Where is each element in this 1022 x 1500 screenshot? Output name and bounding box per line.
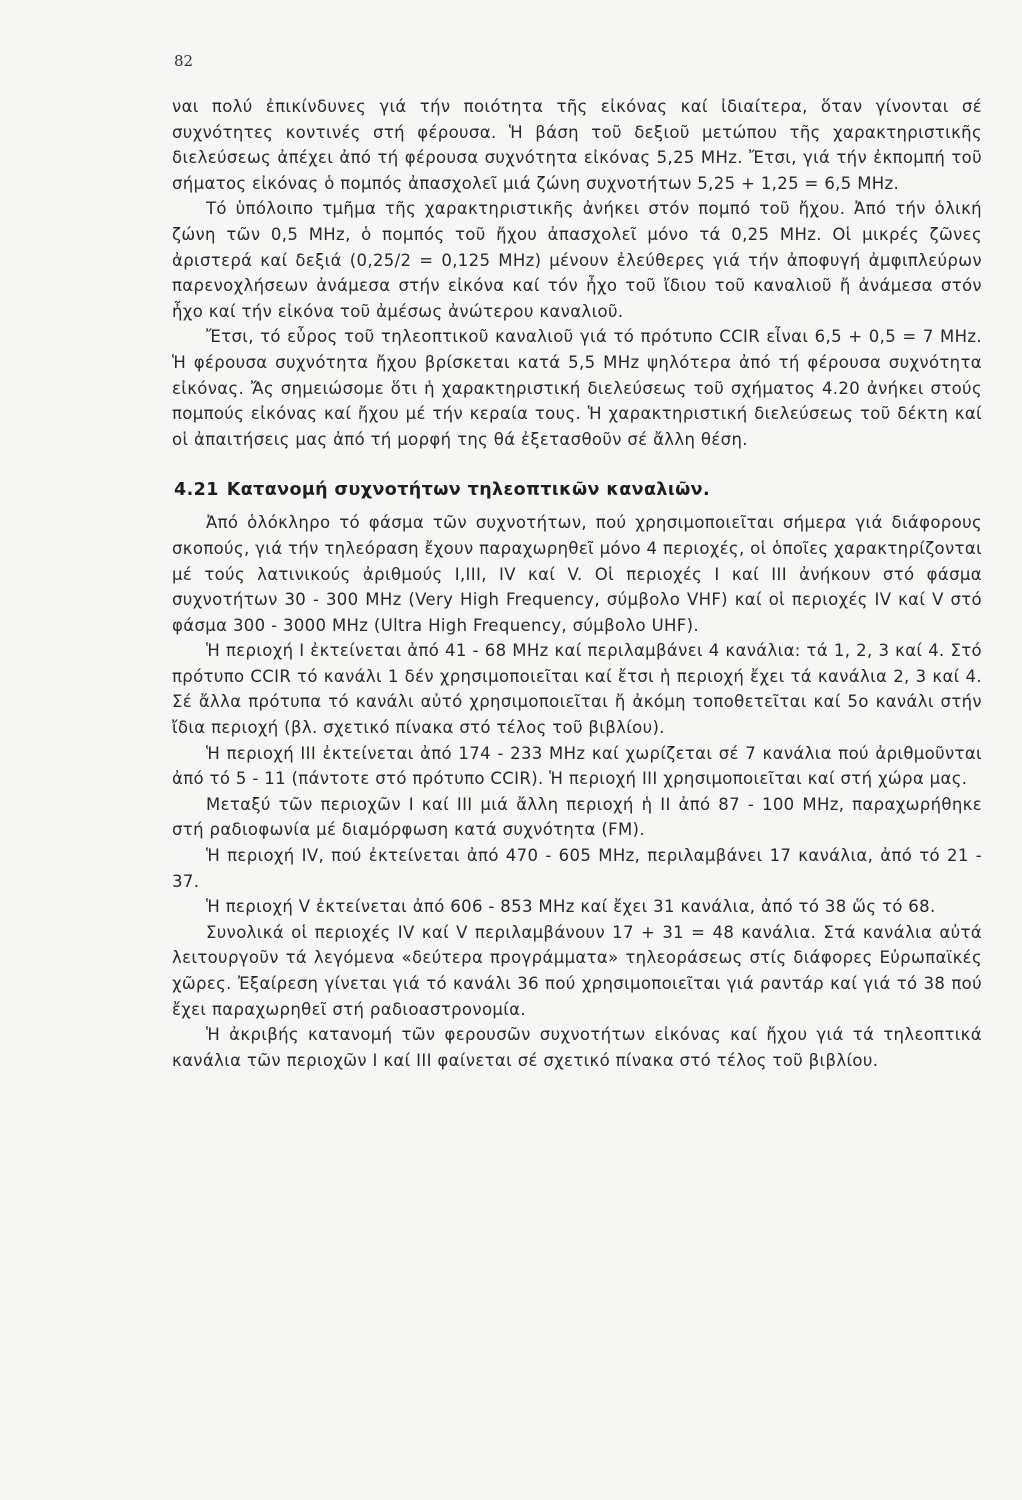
paragraph: ναι πολύ ἐπικίνδυνες γιά τήν ποιότητα τῆς εἰκόνας καί ἰδιαίτερα, ὅταν γίνονται σέ συχνότητες κοντινές στή φέρουσα. Ἡ βάση τοῦ δεξιοῦ μετώπου τῆς χαρακτηριστικῆς διελεύσεως ἀπέχει ἀπό τή φέρουσα συχνότητα εἰκόνας 5,25 MHz. Ἔτσι, γιά τήν ἐκπομπή τοῦ σήματος εἰκόνας ὁ πομπός ἀπασχολεῖ μιά ζώνη συχνοτήτων 5,25 + 1,25 = 6,5 MHz. — [172, 97, 982, 193]
text-block-section — [172, 510, 982, 1073]
paragraph: Συνολικά οἱ περιοχές IV καί V περιλαμβάνουν 17 + 31 = 48 κανάλια. Στά κανάλια αὐτά λειτουργοῦν τά λεγόμενα «δεύτερα προγράμματα» τηλεοράσεως στίς διάφορες Εὐρωπαϊκές χῶρες. Ἐξαίρεση γίνεται γιά τό κανάλι 36 πού χρησιμοποιεῖται γιά ραντάρ καί γιά τό 38 πού ἔχει παραχωρηθεῖ στή ραδιοαστρονομία. — [172, 922, 982, 1019]
paragraph: Ἔτσι, τό εὖρος τοῦ τηλεοπτικοῦ καναλιοῦ γιά τό πρότυπο CCIR εἶναι 6,5 + 0,5 = 7 MHz. Ἡ φέρουσα συχνότητα ἤχου βρίσκεται κατά 5,5 MHz ψηλότερα ἀπό τή φέρουσα συχνότητα εἰκόνας. Ἄς σημειώσομε ὅτι ἡ χαρακτηριστική διελεύσεως τοῦ σχήματος 4.20 ἀνήκει στούς πομπούς εἰκόνας καί ἤχου μέ τήν κεραία τους. Ἡ χαρακτηριστική διελεύσεως τοῦ δέκτη καί οἱ ἀπαιτήσεις μας ἀπό τή μορφή της θά ἐξετασθοῦν σέ ἄλλη θέση. — [172, 327, 982, 449]
paragraph: Τό ὑπόλοιπο τμῆμα τῆς χαρακτηριστικῆς ἀνήκει στόν πομπό τοῦ ἤχου. Ἀπό τήν ὁλική ζώνη τῶν 0,5 MHz, ὁ πομπός τοῦ ἤχου ἀπασχολεῖ μόνο τά 0,25 MHz. Οἱ μικρές ζῶνες ἀριστερά καί δεξιά (0,25/2 = 0,125 MHz) μένουν ἐλεύθερες γιά τήν ἀποφυγή ἀμφιπλεύρων παρενοχλήσεων ἀνάμεσα στήν εἰκόνα καί τόν ἦχο τοῦ ἴδιου τοῦ καναλιοῦ ἤ ἀνάμεσα στόν ἦχο καί τήν εἰκόνα τοῦ ἀμέσως ἀνώτερου καναλιοῦ. — [172, 199, 982, 321]
section-number: 4.21 — [174, 480, 219, 501]
section-heading — [174, 480, 982, 500]
paragraph: Ἀπό ὁλόκληρο τό φάσμα τῶν συχνοτήτων, πού χρησιμοποιεῖται σήμερα γιά διάφορους σκοπούς, γιά τήν τηλεόραση ἔχουν παραχωρηθεῖ μόνο 4 περιοχές, οἱ ὁποῖες χαρακτηρίζονται μέ τούς λατινικούς ἀριθμούς I,III, IV καί V. Οἱ περιοχές I καί III ἀνήκουν στό φάσμα συχνοτήτων 30 - 300 MHz (Very High Frequency, σύμβολο VHF) καί οἱ περιοχές IV καί V στό φάσμα 300 - 3000 MHz (Ultra High Frequency, σύμβολο UHF). — [172, 513, 982, 635]
paragraph: Ἡ περιοχή III ἐκτείνεται ἀπό 174 - 233 MHz καί χωρίζεται σέ 7 κανάλια πού ἀριθμοῦνται ἀπό τό 5 - 11 (πάντοτε στό πρότυπο CCIR). Ἡ περιοχή III χρησιμοποιεῖται καί στή χώρα μας. — [172, 743, 982, 789]
paragraph: Ἡ περιοχή V ἐκτείνεται ἀπό 606 - 853 MHz καί ἔχει 31 κανάλια, ἀπό τό 38 ὥς τό 68. — [206, 897, 936, 917]
section-title: Κατανομή συχνοτήτων τηλεοπτικῶν καναλιῶν. — [226, 480, 711, 501]
paragraph: Μεταξύ τῶν περιοχῶν I καί III μιά ἄλλη περιοχή ἡ II ἀπό 87 - 100 MHz, παραχωρήθηκε στή ραδιοφωνία μέ διαμόρφωση κατά συχνότητα (FM). — [172, 794, 982, 840]
paragraph: Ἡ ἀκριβής κατανομή τῶν φερουσῶν συχνοτήτων εἰκόνας καί ἤχου γιά τά τηλεοπτικά κανάλια τῶν περιοχῶν I καί III φαίνεται σέ σχετικό πίνακα στό τέλος τοῦ βιβλίου. — [172, 1025, 982, 1070]
page-number: 82 — [174, 52, 194, 70]
text-block-intro — [172, 94, 982, 452]
paragraph: Ἡ περιοχή I ἐκτείνεται ἀπό 41 - 68 MHz καί περιλαμβάνει 4 κανάλια: τά 1, 2, 3 καί 4. Στό πρότυπο CCIR τό κανάλι 1 δέν χρησιμοποιεῖται καί ἔτσι ἡ περιοχή ἔχει τά κανάλια 2, 3 καί 4. Σέ ἄλλα πρότυπα τό κανάλι αὐτό χρησιμοποιεῖται ἤ ἀκόμη τοποθετεῖται καί 5ο κανάλι στήν ἴδια περιοχή (βλ. σχετικό πίνακα στό τέλος τοῦ βιβλίου). — [172, 641, 982, 738]
paragraph: Ἡ περιοχή IV, πού ἐκτείνεται ἀπό 470 - 605 MHz, περιλαμβάνει 17 κανάλια, ἀπό τό 21 - 37. — [172, 846, 982, 891]
